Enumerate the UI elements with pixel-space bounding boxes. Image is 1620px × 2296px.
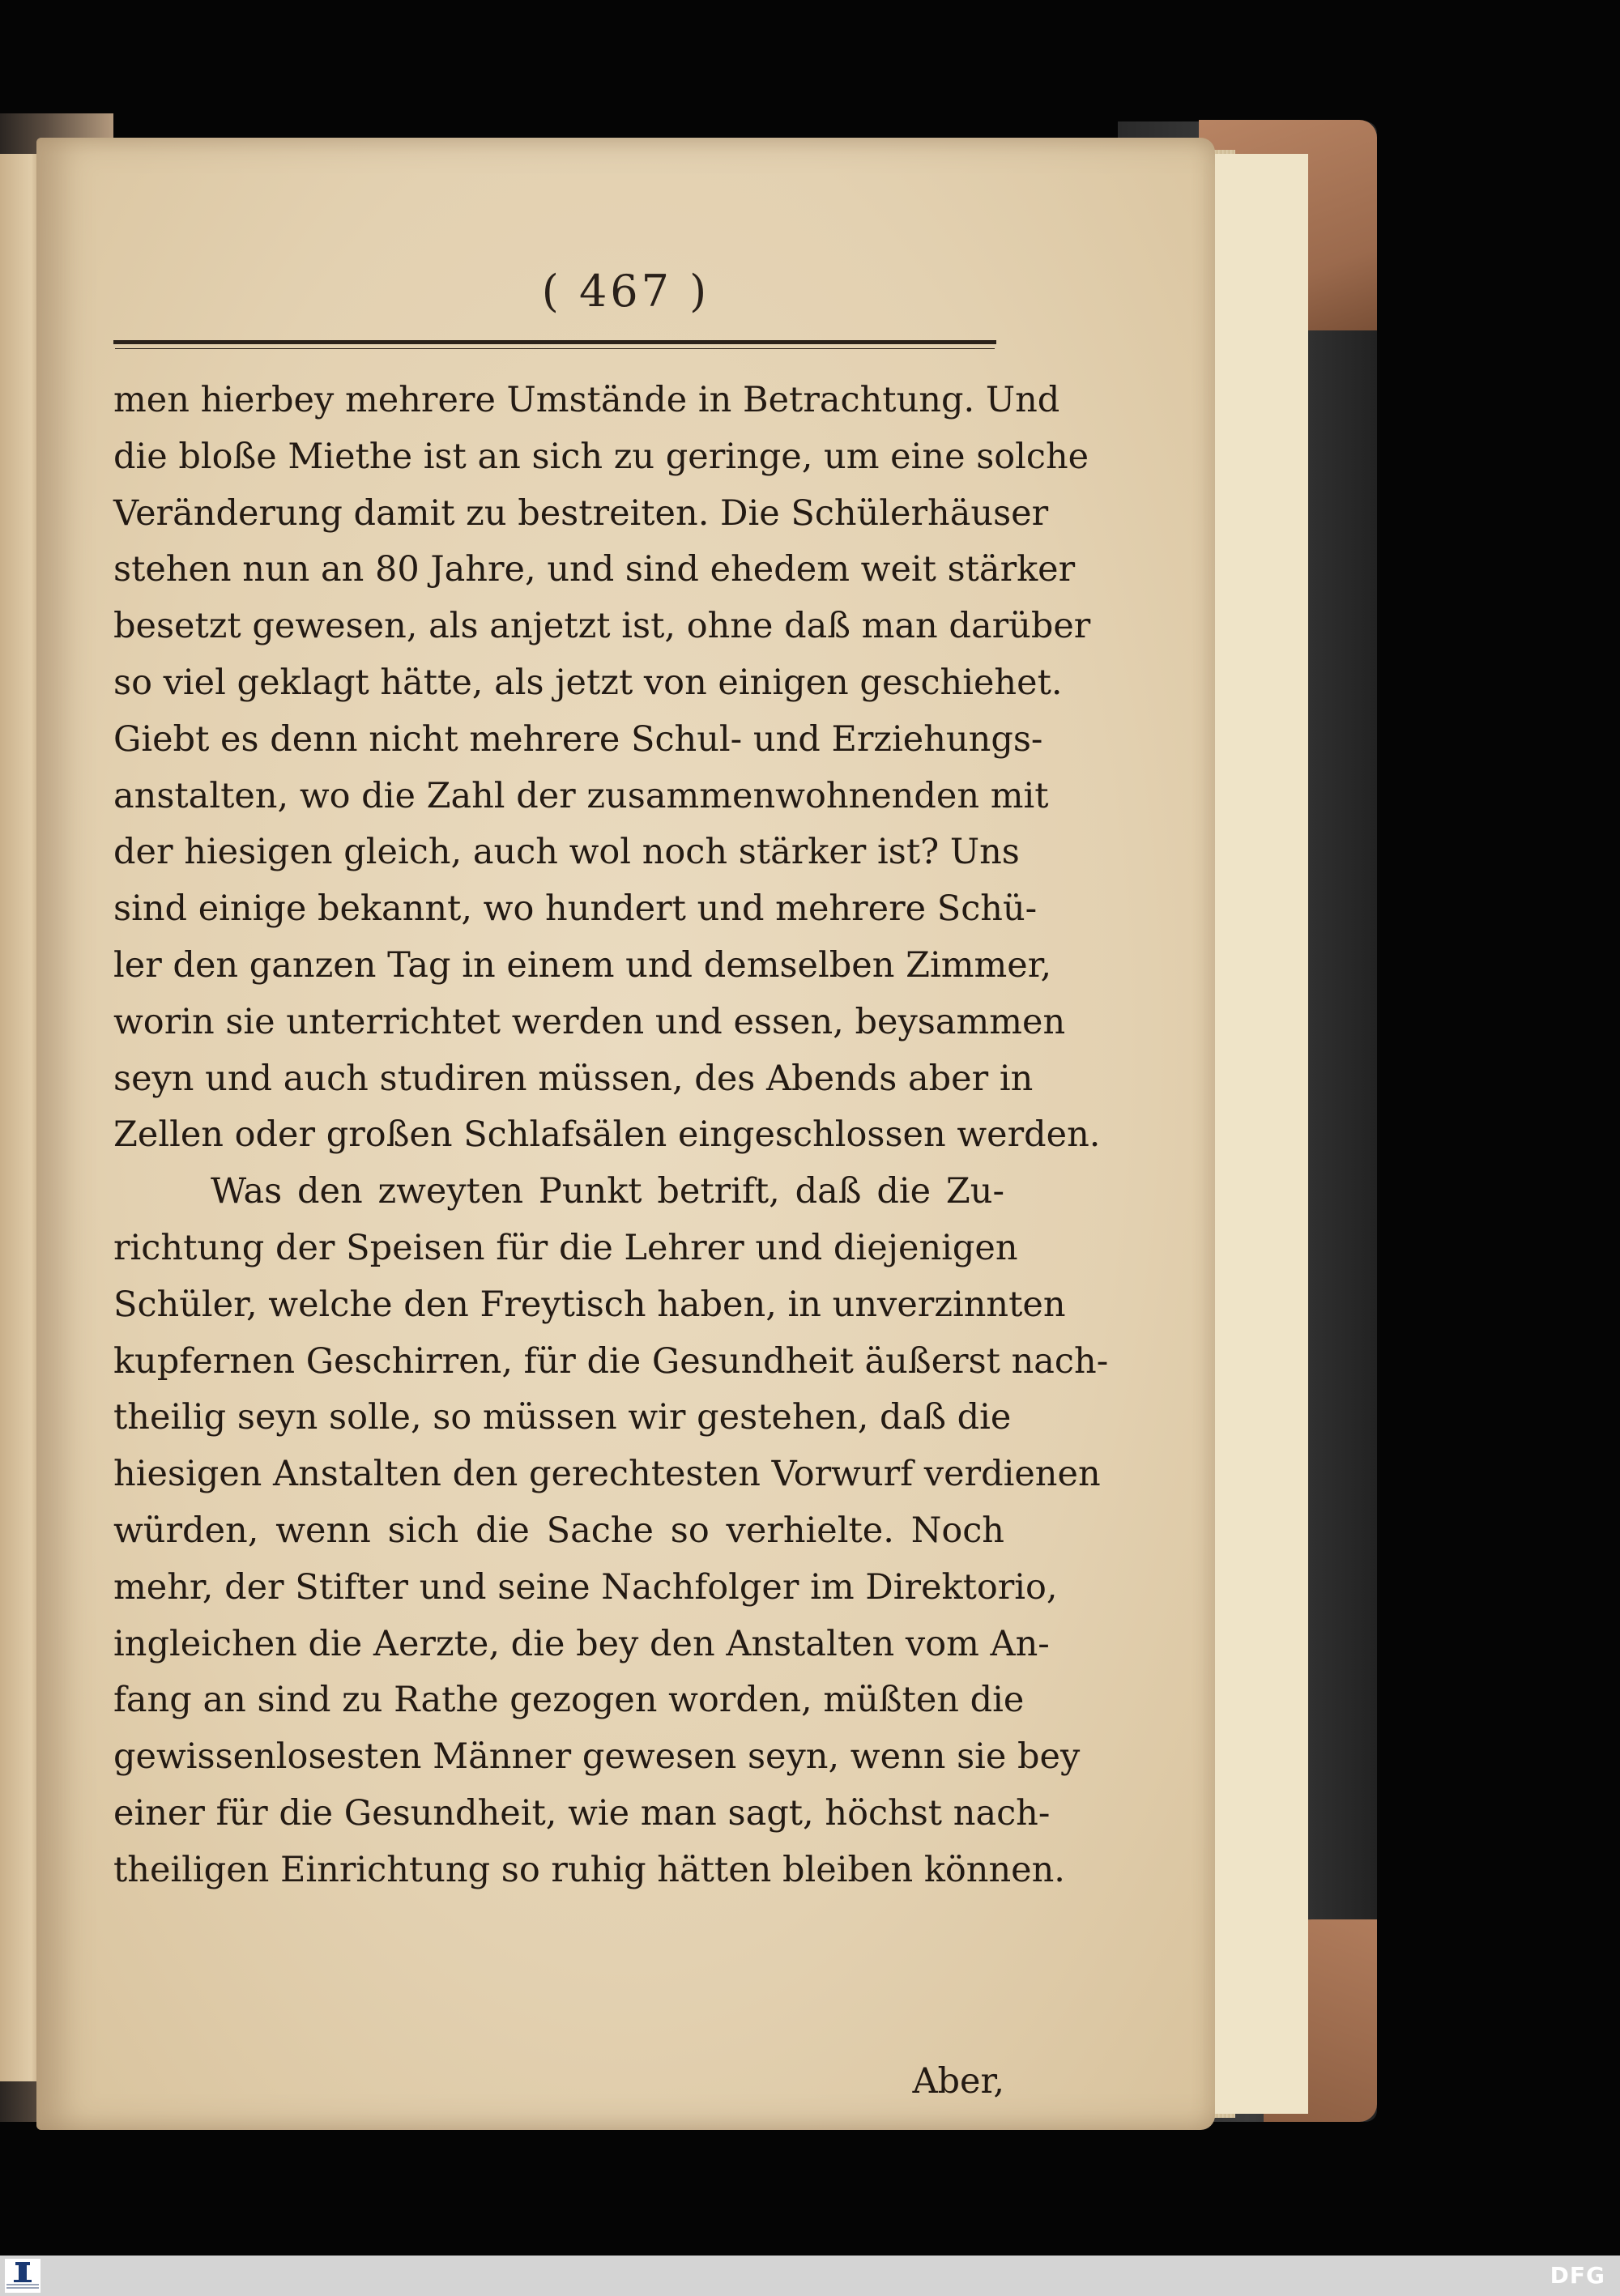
text-line: kupfernen Geschirren, für die Gesundheit äußerst nach- — [113, 1340, 1109, 1382]
text-line: anstalten, wo die Zahl der zusammenwohnenden mit — [113, 775, 1049, 816]
book-page — [36, 138, 1215, 2130]
text-line: Veränderung damit zu bestreiten. Die Schülerhäuser — [113, 492, 1049, 534]
page-number: ( 467 ) — [541, 266, 710, 317]
text-line: stehen nun an 80 Jahre, und sind ehedem weit stärker — [113, 549, 1076, 590]
text-line: hiesigen Anstalten den gerechtesten Vorwurf verdienen — [113, 1454, 1101, 1495]
insert-sheet — [1215, 154, 1308, 2114]
library-building-icon[interactable] — [5, 2259, 40, 2293]
footer-bar — [0, 2256, 1620, 2296]
text-line: theilig seyn solle, so müssen wir gestehen, daß die — [113, 1397, 1012, 1438]
text-line: Schüler, welche den Freytisch haben, in unverzinnten — [113, 1284, 1066, 1325]
dfg-logo[interactable]: DFG — [1550, 2262, 1605, 2289]
text-line: Giebt es denn nicht mehrere Schul- und Erziehungs- — [113, 718, 1043, 760]
text-line: einer für die Gesundheit, wie man sagt, höchst nach- — [113, 1792, 1051, 1834]
text-line: besetzt gewesen, als anjetzt ist, ohne daß man darüber — [113, 606, 1091, 647]
text-line: die bloße Miethe ist an sich zu geringe, um eine solche — [113, 436, 1089, 477]
text-line: theiligen Einrichtung so ruhig hätten bleiben können. — [113, 1849, 1065, 1890]
text-line: würden, wenn sich die Sache so verhielte. Noch — [113, 1510, 1004, 1551]
text-line: ler den ganzen Tag in einem und demselben Zimmer, — [113, 944, 1052, 986]
text-line: mehr, der Stifter und seine Nachfolger im Direktorio, — [113, 1566, 1058, 1608]
text-line: der hiesigen gleich, auch wol noch stärker ist? Uns — [113, 832, 1020, 873]
text-line: gewissenlosesten Männer gewesen seyn, wenn sie bey — [113, 1736, 1081, 1778]
text-line: ingleichen die Aerzte, die bey den Anstalten vom An- — [113, 1623, 1050, 1664]
text-line: men hierbey mehrere Umstände in Betrachtung. Und — [113, 380, 1060, 420]
text-line: fang an sind zu Rathe gezogen worden, müßten die — [113, 1680, 1025, 1721]
text-line: Zellen oder großen Schlafsälen eingeschlossen werden. — [113, 1114, 1101, 1156]
text-line: richtung der Speisen für die Lehrer und diejenigen — [113, 1227, 1018, 1268]
catchword: Aber, — [912, 2061, 1004, 2102]
text-line: worin sie unterrichtet werden und essen, beysammen — [113, 1001, 1066, 1042]
body-text — [113, 373, 1109, 1899]
text-line: seyn und auch studiren müssen, des Abends aber in — [113, 1058, 1034, 1099]
text-line: Was den zweyten Punkt betrift, daß die Zu- — [211, 1171, 1004, 1212]
header-rule — [113, 340, 996, 344]
text-line: so viel geklagt hätte, als jetzt von einigen geschiehet. — [113, 662, 1063, 703]
text-line: sind einige bekannt, wo hundert und mehrere Schü- — [113, 888, 1038, 930]
